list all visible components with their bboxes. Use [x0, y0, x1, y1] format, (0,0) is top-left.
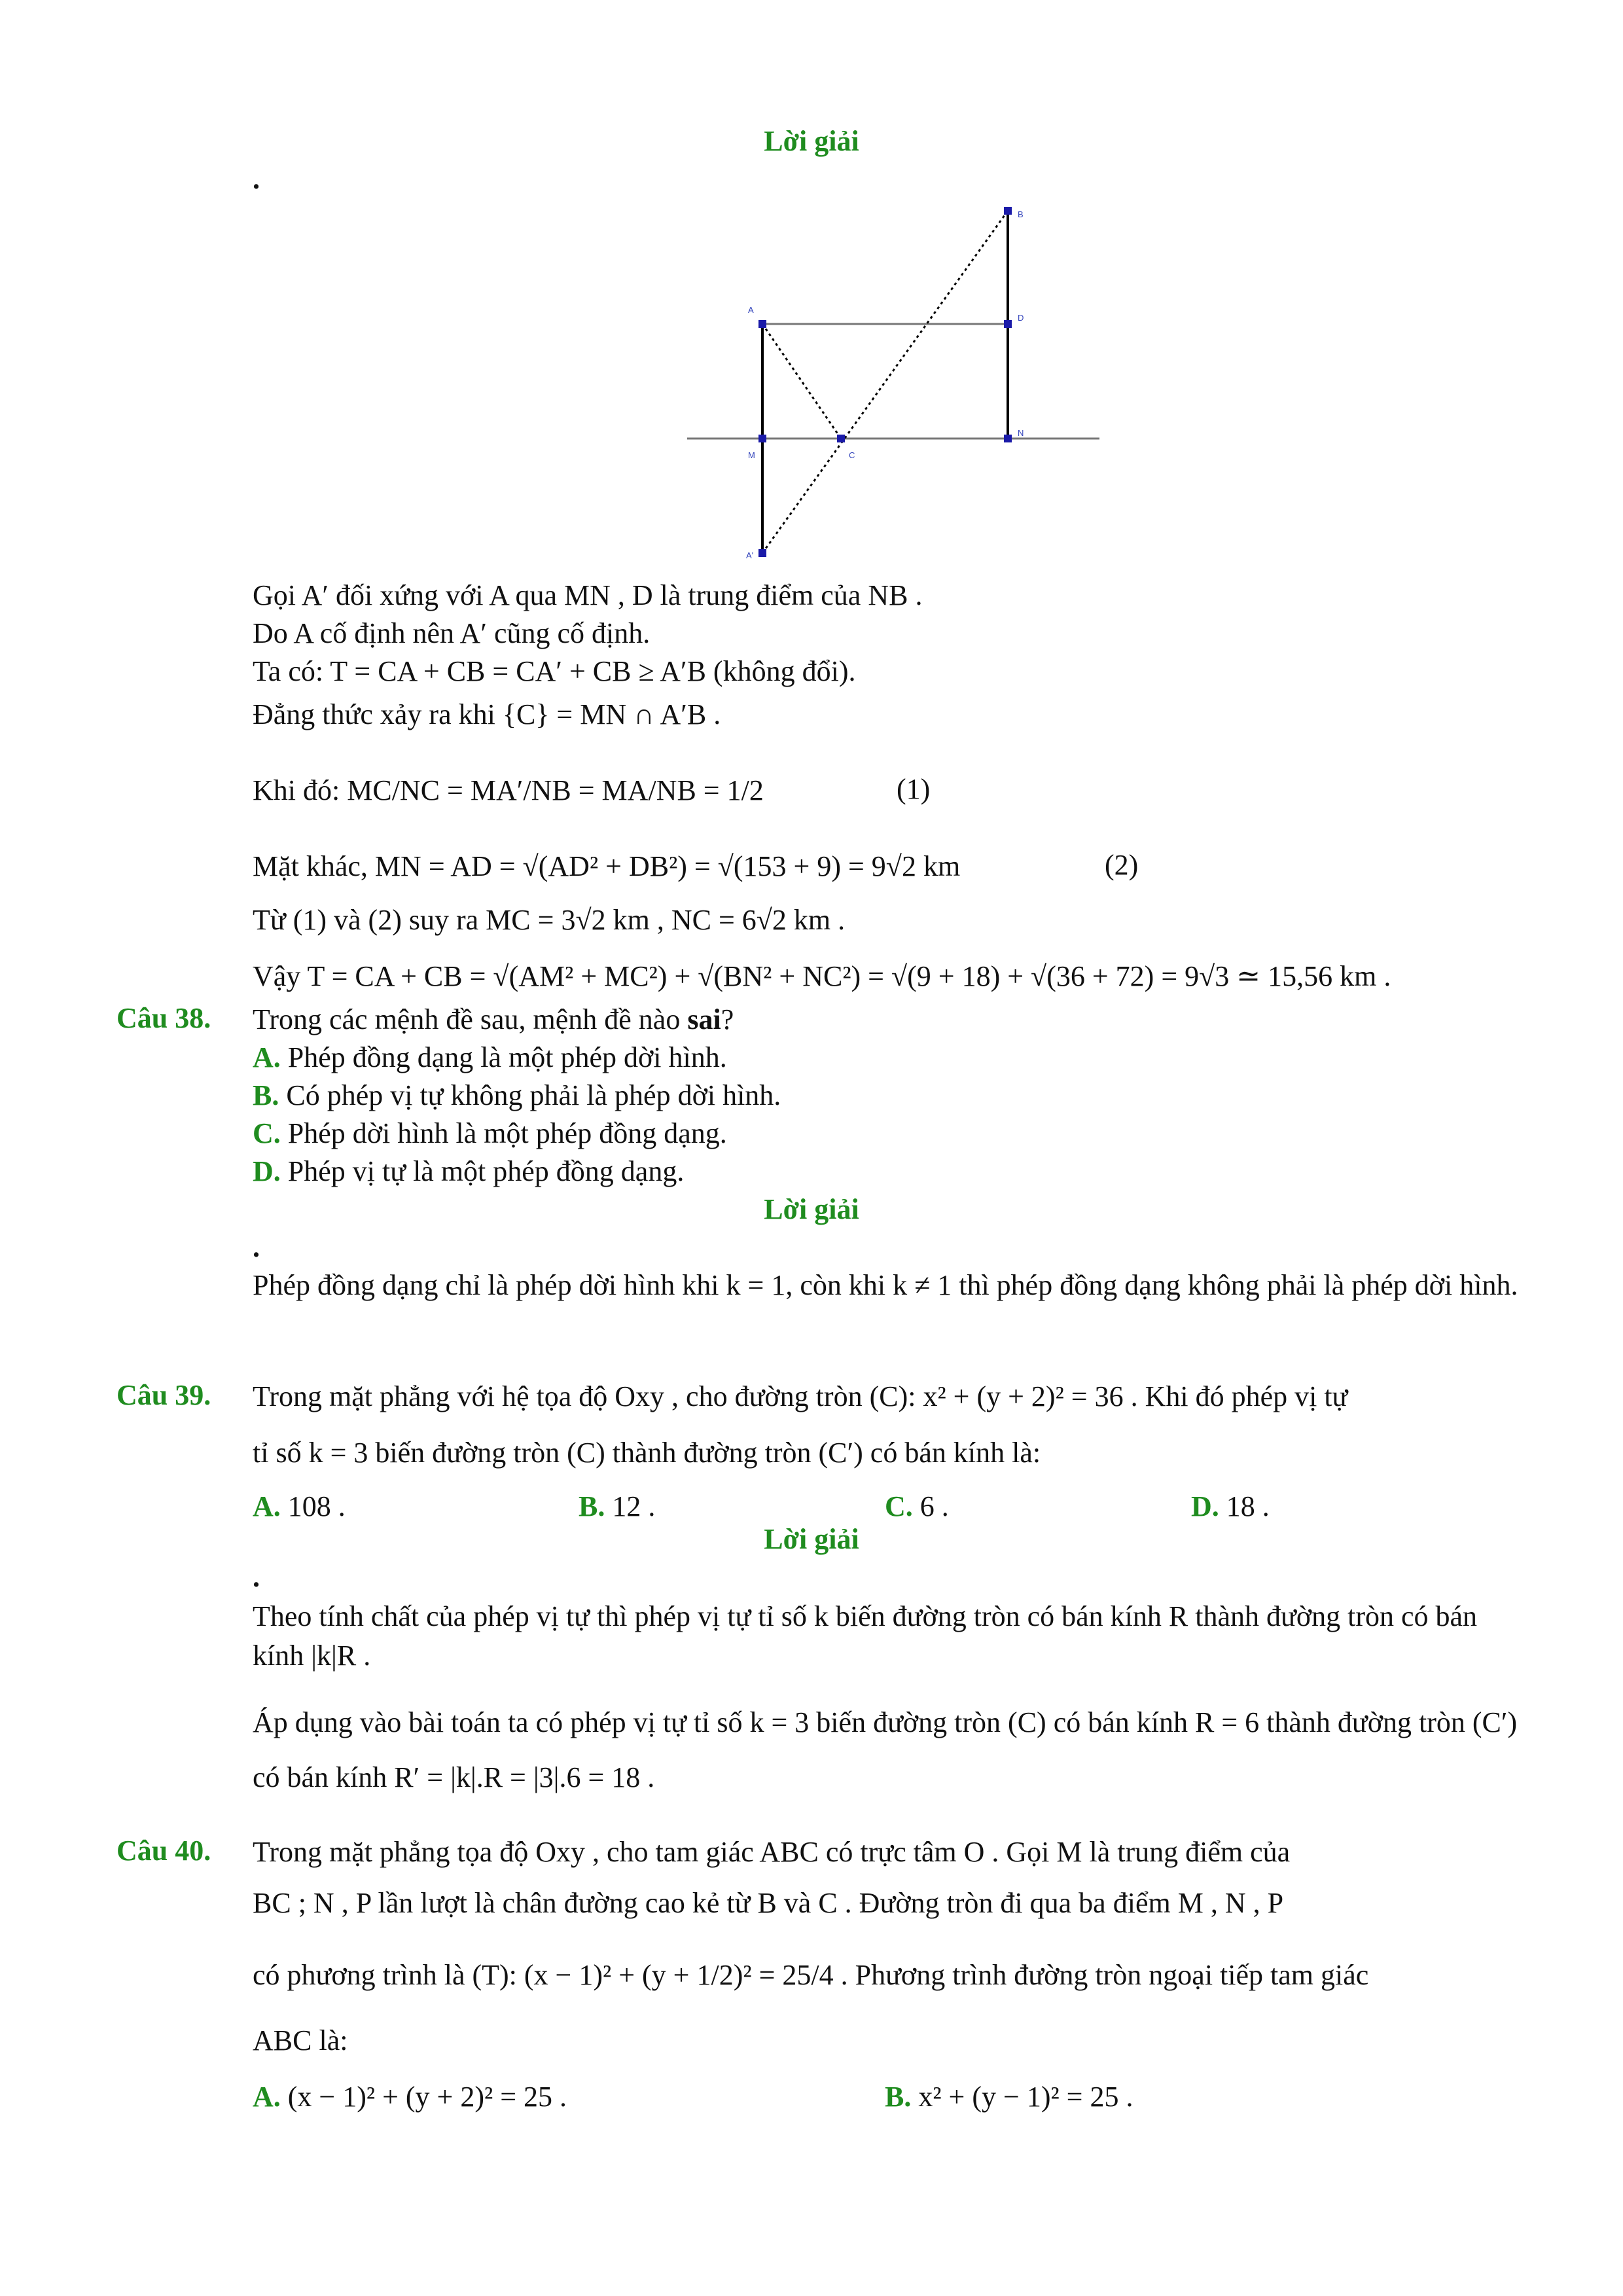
q39-solution-2: Áp dụng vào bài toán ta có phép vị tự tỉ số k = 3 biến đường tròn (C) có bán kính R = 6 thành đường tròn (C′) có bán kính R′ = |k|.R = |3|.6 = 18 .: [253, 1706, 1518, 1793]
q39-option-b: [579, 1490, 655, 1523]
label-n: N: [1018, 428, 1024, 438]
point-aprime: [758, 549, 766, 557]
point-n: [1004, 435, 1012, 442]
option-text: Phép đồng dạng là một phép dời hình.: [287, 1041, 727, 1073]
point-c: [837, 435, 845, 442]
solution-heading-38: Lời giải: [764, 1193, 859, 1225]
option-text: 108 .: [287, 1490, 346, 1522]
q38-stem: Trong các mệnh đề sau, mệnh đề nào: [253, 1003, 681, 1035]
bullet-dot-39: .: [253, 1561, 260, 1593]
q40-line2: BC ; N , P lần lượt là chân đường cao kẻ từ B và C . Đường tròn đi qua ba điểm M , N , P: [253, 1887, 1284, 1919]
option-key: B.: [885, 2081, 912, 2113]
question-40-label: Câu 40.: [116, 1835, 211, 1867]
q39-option-a: [253, 1490, 346, 1523]
q39-option-c: [885, 1490, 949, 1523]
equation-tag-1: (1): [897, 773, 931, 805]
q40-option-b: [885, 2080, 1133, 2113]
option-key: D.: [1191, 1490, 1219, 1522]
label-m: M: [748, 450, 755, 460]
q40-line1: Trong mặt phẳng tọa độ Oxy , cho tam giác ABC có trực tâm O . Gọi M là trung điểm của: [253, 1836, 1291, 1868]
label-b: B: [1018, 209, 1024, 219]
point-m: [758, 435, 766, 442]
segment-a-c: [762, 324, 841, 439]
bullet-dot: .: [253, 163, 260, 195]
option-key: A.: [253, 1490, 281, 1522]
question-38-text: [253, 1001, 734, 1038]
q39-option-d: [1191, 1490, 1270, 1523]
point-a: [758, 320, 766, 328]
question-39-label: Câu 39.: [116, 1379, 211, 1411]
option-text: 12 .: [612, 1490, 656, 1522]
q39-line1: Trong mặt phẳng với hệ tọa độ Oxy , cho đường tròn (C): x² + (y + 2)² = 36 . Khi đó phép vị tự: [253, 1380, 1348, 1412]
option-key: A.: [253, 2081, 281, 2113]
solution-heading: Lời giải: [764, 125, 859, 157]
option-key: D.: [253, 1155, 281, 1187]
q40-line3: có phương trình là (T): (x − 1)² + (y + 1/2)² = 25/4 . Phương trình đường tròn ngoại tiếp tam giác: [253, 1959, 1369, 1991]
q40-option-a: [253, 2080, 567, 2113]
sol37-line7: Từ (1) và (2) suy ra MC = 3√2 km , NC = 6√2 km .: [253, 904, 846, 936]
option-text: (x − 1)² + (y + 2)² = 25 .: [287, 2081, 567, 2113]
q38-solution: Phép đồng dạng chỉ là phép dời hình khi k = 1, còn khi k ≠ 1 thì phép đồng dạng không phải là phép dời hình.: [253, 1269, 1518, 1301]
option-key: C.: [253, 1117, 281, 1149]
q38-emphasis: sai: [687, 1003, 721, 1035]
q38-option-c: [253, 1115, 727, 1152]
q38-end: ?: [721, 1003, 734, 1035]
option-text: x² + (y − 1)² = 25 .: [918, 2081, 1133, 2113]
segment-aprime-b: [762, 211, 1008, 553]
point-b: [1004, 207, 1012, 215]
bullet-dot-38: .: [253, 1231, 260, 1263]
sol37-line8: Vậy T = CA + CB = √(AM² + MC²) + √(BN² + NC²) = √(9 + 18) + √(36 + 72) = 9√3 ≃ 15,56 km .: [253, 960, 1391, 992]
option-key: A.: [253, 1041, 281, 1073]
sol37-line2: Do A cố định nên A′ cũng cố định.: [253, 617, 651, 649]
solution-heading-39: Lời giải: [764, 1523, 859, 1555]
q40-line4: ABC là:: [253, 2024, 348, 2056]
q39-line2: tỉ số k = 3 biến đường tròn (C) thành đường tròn (C′) có bán kính là:: [253, 1437, 1041, 1469]
equation-tag-2: (2): [1105, 849, 1139, 881]
q39-solution-1: Theo tính chất của phép vị tự thì phép vị tự tỉ số k biến đường tròn có bán kính R thành đường tròn có bán kính |k|R .: [253, 1600, 1478, 1672]
sol37-line6: Mặt khác, MN = AD = √(AD² + DB²) = √(153 + 9) = 9√2 km: [253, 850, 961, 882]
label-aprime: A': [746, 550, 754, 560]
sol37-line4: Đẳng thức xảy ra khi {C} = MN ∩ A′B .: [253, 698, 721, 730]
sol37-line1: Gọi A′ đối xứng với A qua MN , D là trung điểm của NB .: [253, 579, 923, 611]
geometry-figure: [681, 196, 1099, 569]
sol37-line3: Ta có: T = CA + CB = CA′ + CB ≥ A′B (không đổi).: [253, 655, 856, 687]
sol37-line5: Khi đó: MC/NC = MA′/NB = MA/NB = 1/2: [253, 774, 764, 806]
label-a: A: [748, 305, 754, 315]
option-key: B.: [253, 1079, 279, 1111]
q38-option-d: [253, 1153, 684, 1190]
question-38-label: Câu 38.: [116, 1002, 211, 1034]
q38-option-a: [253, 1039, 727, 1076]
option-key: C.: [885, 1490, 913, 1522]
point-d: [1004, 320, 1012, 328]
option-text: Có phép vị tự không phải là phép dời hình.: [286, 1079, 781, 1111]
option-text: Phép vị tự là một phép đồng dạng.: [287, 1155, 685, 1187]
label-c: C: [849, 450, 855, 460]
q38-option-b: [253, 1077, 781, 1114]
option-text: 18 .: [1226, 1490, 1270, 1522]
option-text: 6 .: [919, 1490, 949, 1522]
option-key: B.: [579, 1490, 605, 1522]
label-d: D: [1018, 313, 1024, 323]
option-text: Phép dời hình là một phép đồng dạng.: [287, 1117, 727, 1149]
